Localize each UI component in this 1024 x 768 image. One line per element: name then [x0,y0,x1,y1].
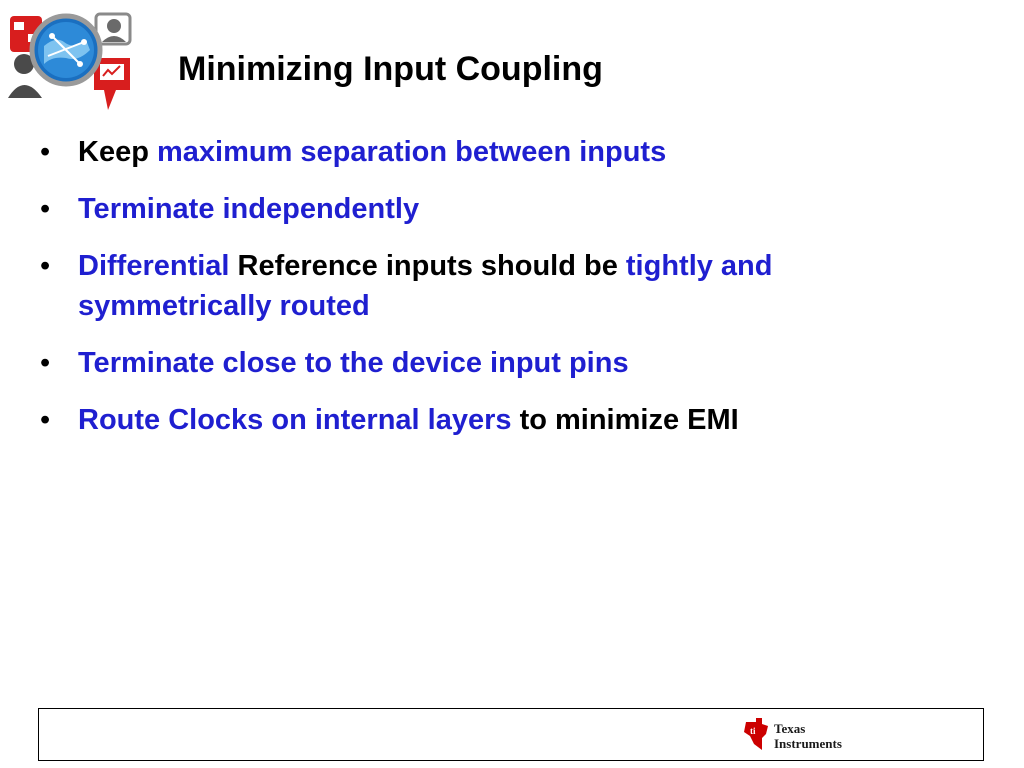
bullet-text-segment: Keep [78,136,157,168]
bullet-item [40,132,940,172]
bullet-text-segment: maximum separation between inputs [156,136,667,168]
brand-line1: Texas [774,721,806,736]
bullet-dot: • [40,347,51,379]
bullet-list [40,132,940,457]
bullet-text-segment: Terminate close to the device input pins [78,347,629,379]
svg-text:ti: ti [750,726,756,736]
bullet-text-segment: Differential [78,250,230,282]
bullet-text-segment: to minimize EMI [511,404,739,436]
bullet-dot: • [40,193,51,225]
bullet-text-segment: Route Clocks on internal layers [78,404,512,436]
bullet-text-segment: tightly and symmetrically routed [78,250,773,322]
bullet-item [40,189,940,229]
texas-instruments-logo [742,716,872,752]
bullet-text-segment: Terminate independently [78,193,420,225]
bullet-dot: • [40,136,51,168]
slide-title: Minimizing Input Coupling [178,50,603,88]
bullet-item [40,246,940,326]
bullet-dot: • [40,250,51,282]
people-globe-network-icon [4,6,134,112]
bullet-item [40,400,940,440]
bullet-item [40,343,940,383]
bullet-dot: • [40,404,51,436]
brand-line2: Instruments [774,736,842,751]
bullet-text-segment: Reference inputs should be [229,250,626,282]
